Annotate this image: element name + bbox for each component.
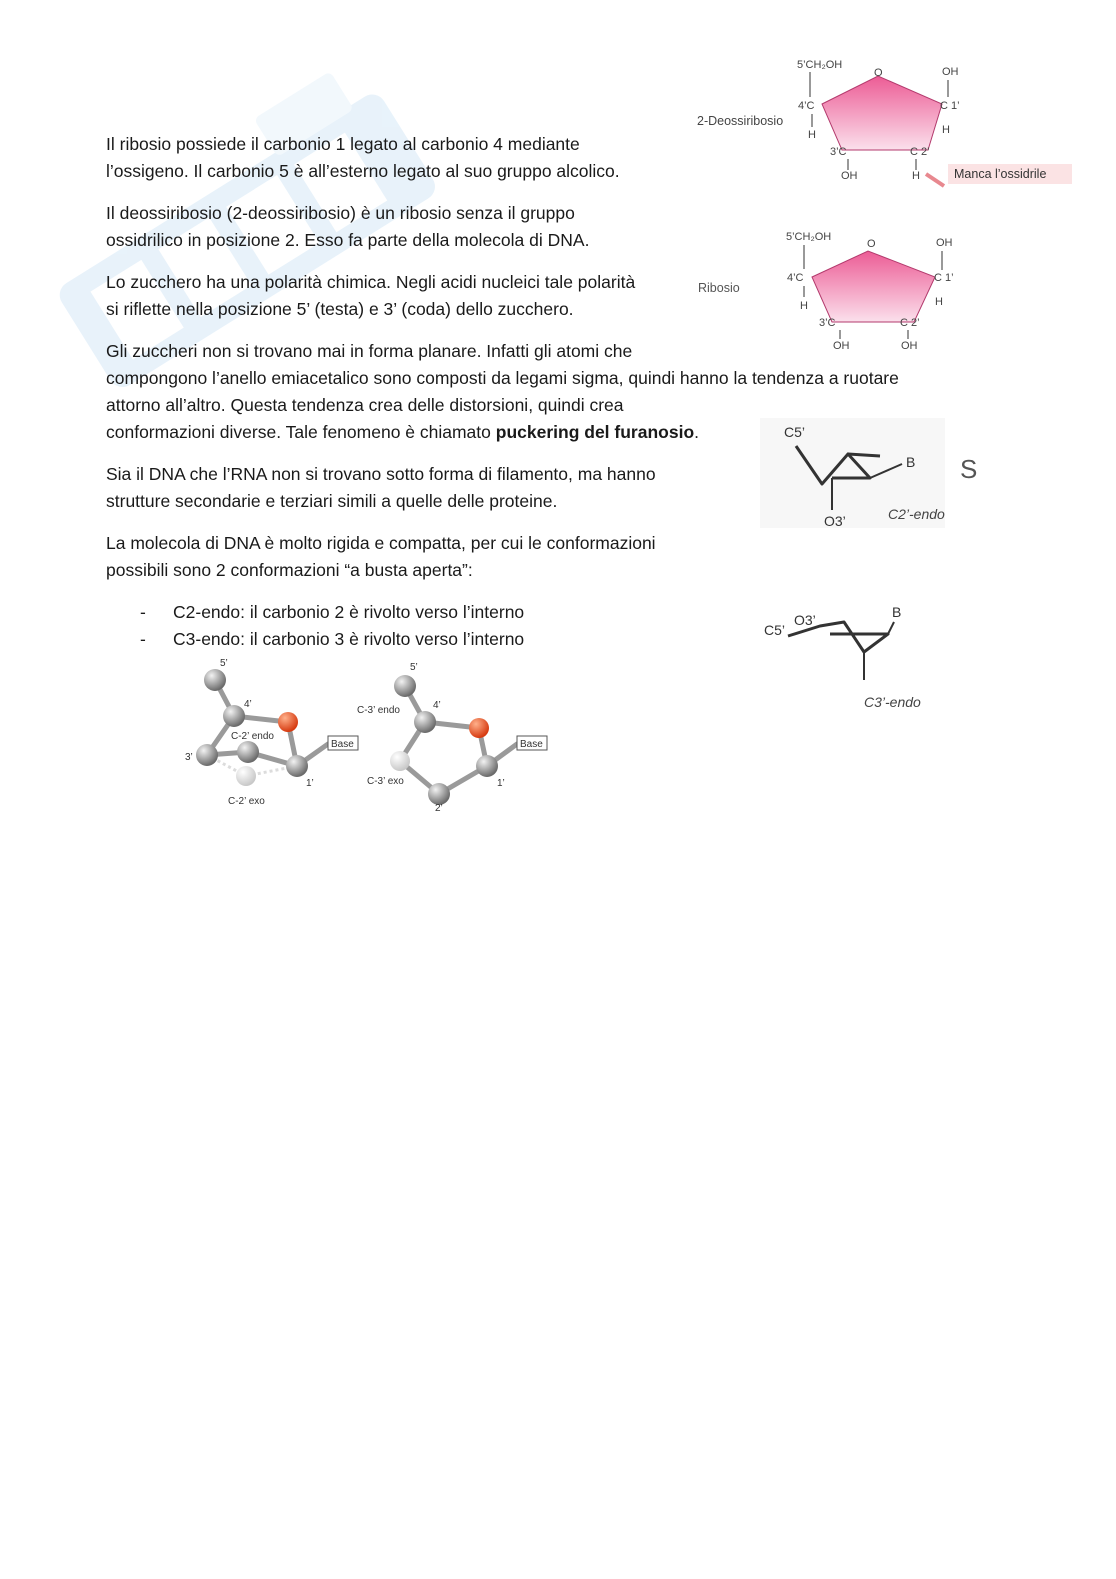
text-line: Il deossiribosio (2-deossiribosio) è un ribosio senza il gruppo — [106, 203, 575, 223]
text-line: compongono l’anello emiacetalico sono composti da legami sigma, quindi hanno la tendenza a ruotare — [106, 368, 899, 388]
text-line: Sia il DNA che l’RNA non si trovano sotto forma di filamento, ma hanno — [106, 464, 656, 484]
bold-term: puckering del furanosio — [495, 422, 695, 442]
bullet-item-c2-endo: C2-endo: il carbonio 2 è rivolto verso l’interno — [173, 602, 525, 622]
fig-label: 4’ — [244, 699, 252, 710]
fig-label: H — [912, 170, 920, 182]
fig-label: Base — [520, 739, 543, 750]
fig-label: H — [935, 296, 943, 308]
text-line: attorno all’altro. Questa tendenza crea delle distorsioni, quindi crea — [106, 395, 624, 415]
fig-label: C-3’ endo — [357, 705, 400, 716]
figure-ball-c2-endo — [180, 656, 360, 816]
fig-label: OH — [936, 237, 953, 249]
fig-label: 3’ — [185, 752, 193, 763]
fig-label: 1’ — [497, 778, 505, 789]
fig-label: C 1’ — [934, 272, 954, 284]
fig-label: 1’ — [306, 778, 314, 789]
fig-label: 5’ — [410, 662, 418, 673]
fig-label: 5’ — [220, 658, 228, 669]
fig-label: 3’C — [830, 146, 847, 158]
figure-deoxyribose — [690, 52, 1080, 197]
fig-label: OH — [841, 170, 858, 182]
fig-note: Manca l’ossidrile — [954, 167, 1047, 181]
text-line: La molecola di DNA è molto rigida e compatta, per cui le conformazioni — [106, 533, 656, 553]
paragraph-conformations — [106, 530, 656, 584]
fig-label: 2’ — [435, 803, 443, 814]
figure-c3-endo-pucker — [760, 598, 960, 718]
ring-shape — [812, 251, 935, 322]
fig-tag: S — [960, 454, 978, 484]
fig-label: 3’C — [819, 317, 836, 329]
paragraph-ribose — [106, 131, 620, 185]
fig-label: C 2’ — [900, 317, 920, 329]
fig-label: C 2’ — [910, 146, 930, 158]
text-line: Lo zucchero ha una polarità chimica. Negli acidi nucleici tale polarità — [106, 272, 636, 292]
ring-shape — [822, 76, 942, 150]
fig-label: C2’-endo — [888, 506, 945, 522]
fig-label: O — [867, 238, 876, 250]
text-line: . — [694, 422, 700, 442]
figure-ribose — [690, 225, 980, 360]
fig-label: C5’ — [764, 622, 786, 638]
figure-ball-c3-endo — [355, 656, 555, 816]
text-line: strutture secondarie e terziari simili a quelle delle proteine. — [106, 491, 558, 511]
fig-label: Base — [331, 739, 354, 750]
fig-label: 2-Deossiribosio — [697, 114, 784, 128]
paragraph-deoxyribose — [106, 200, 589, 254]
fig-label: 4’C — [798, 100, 815, 112]
fig-label: C-2’ endo — [231, 731, 274, 742]
fig-label: O3’ — [824, 513, 846, 529]
fig-label: H — [808, 129, 816, 141]
fig-label: 5’CH₂OH — [786, 231, 832, 243]
bullet-marker: - — [140, 602, 146, 622]
fig-label: 5’CH₂OH — [797, 59, 843, 71]
fig-label: O — [874, 67, 883, 79]
fig-label: OH — [942, 66, 959, 78]
bullet-marker: - — [140, 629, 146, 649]
fig-label: Ribosio — [698, 281, 740, 295]
text-line: si riflette nella posizione 5’ (testa) e 3’ (coda) dello zucchero. — [106, 299, 574, 319]
paragraph-polarity — [106, 269, 635, 323]
fig-label: H — [942, 124, 950, 136]
fig-label: OH — [901, 340, 918, 352]
fig-label: H — [800, 300, 808, 312]
fig-label: 4’C — [787, 272, 804, 284]
fig-label: OH — [833, 340, 850, 352]
fig-label: B — [906, 454, 916, 470]
fig-label: C3’-endo — [864, 694, 921, 710]
paragraph-secondary-structure — [106, 461, 656, 515]
fig-label: C5’ — [784, 424, 806, 440]
fig-label: B — [892, 604, 902, 620]
fig-label: O3’ — [794, 612, 816, 628]
text-line: conformazioni diverse. Tale fenomeno è chiamato — [106, 422, 496, 442]
fig-label: C-2’ exo — [228, 796, 265, 807]
text-line: l’ossigeno. Il carbonio 5 è all’esterno legato al suo gruppo alcolico. — [106, 161, 620, 181]
fig-label: C-3’ exo — [367, 776, 404, 787]
figure-c2-endo-pucker — [760, 418, 990, 533]
text-line: Gli zuccheri non si trovano mai in forma planare. Infatti gli atomi che — [106, 341, 633, 361]
text-line: possibili sono 2 conformazioni “a busta aperta”: — [106, 560, 473, 580]
fig-label: 4’ — [433, 700, 441, 711]
text-line: Il ribosio possiede il carbonio 1 legato al carbonio 4 mediante — [106, 134, 580, 154]
bullet-item-c3-endo: C3-endo: il carbonio 3 è rivolto verso l’interno — [173, 629, 525, 649]
text-line: ossidrilico in posizione 2. Esso fa parte della molecola di DNA. — [106, 230, 590, 250]
fig-label: C 1’ — [940, 100, 960, 112]
